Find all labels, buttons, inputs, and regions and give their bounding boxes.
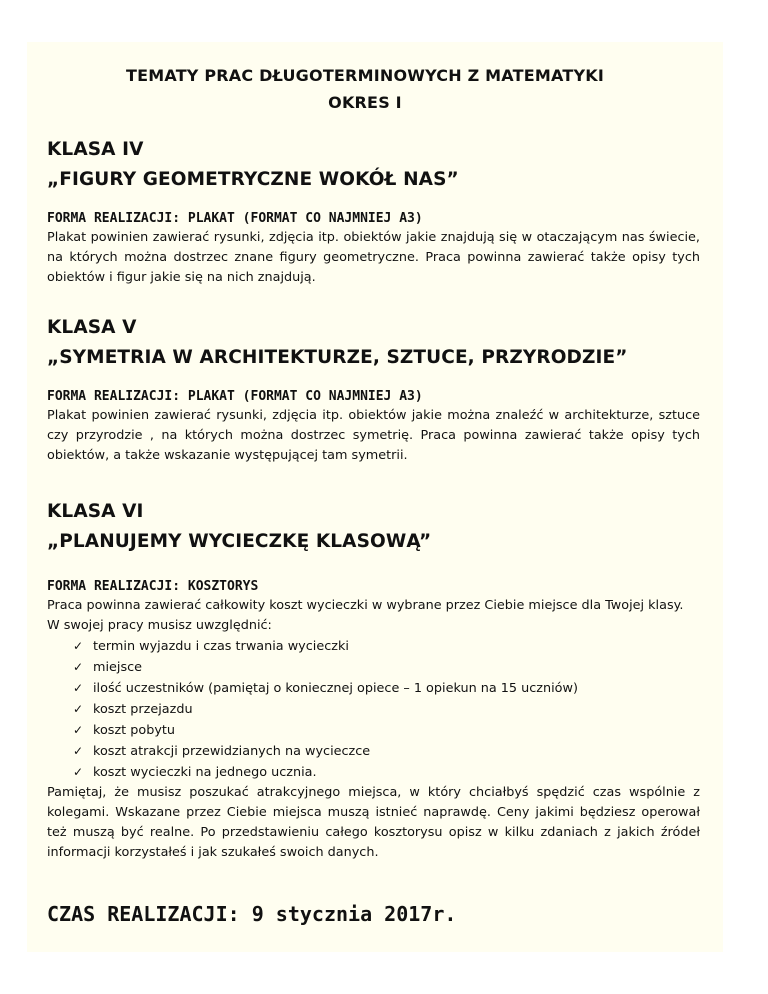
document-content <box>47 62 727 929</box>
section-description: Praca powinna zawierać całkowity koszt wycieczki w wybrane przez Ciebie miejsce dla Twojej klasy. W swojej pracy musisz uwzględnić: <box>47 598 684 633</box>
list-item <box>73 720 700 741</box>
check-icon: ✓ <box>73 765 84 779</box>
section-klasa-vi <box>47 497 700 863</box>
list-item <box>73 741 700 762</box>
list-item <box>73 699 700 720</box>
list-item-text: miejsce <box>93 660 143 675</box>
document-header <box>35 62 695 116</box>
list-item <box>73 636 700 657</box>
class-label: KLASA VI <box>47 501 144 522</box>
requirements-checklist <box>47 636 700 783</box>
form-label: FORMA REALIZACJI: PLAKAT (FORMAT CO NAJMNIEJ A3) <box>47 211 423 226</box>
section-description: Plakat powinien zawierać rysunki, zdjęcia itp. obiektów jakie można znaleźć w architekturze, sztuce czy przyrodzie , na których można dostrzec symetrię. Praca powinna zawierać także opisy tych obiektów, a także wskazanie występującej tam symetrii. <box>47 408 700 463</box>
check-icon: ✓ <box>73 744 84 758</box>
check-icon: ✓ <box>73 681 84 695</box>
topic-title: „SYMETRIA W ARCHITEKTURZE, SZTUCE, PRZYRODZIE” <box>47 347 628 368</box>
topic-title: „FIGURY GEOMETRYCZNE WOKÓŁ NAS” <box>47 169 459 190</box>
list-item-text: koszt przejazdu <box>93 702 193 717</box>
page-subtitle: OKRES I <box>328 93 402 112</box>
section-klasa-v <box>47 313 700 466</box>
topic-title: „PLANUJEMY WYCIECZKĘ KLASOWĄ” <box>47 531 432 552</box>
page-title: TEMATY PRAC DŁUGOTERMINOWYCH Z MATEMATYKI <box>125 66 605 85</box>
form-label: FORMA REALIZACJI: KOSZTORYS <box>47 579 259 594</box>
check-icon: ✓ <box>73 639 84 653</box>
list-item <box>73 657 700 678</box>
list-item <box>73 678 700 699</box>
list-item-text: koszt wycieczki na jednego ucznia. <box>93 765 317 780</box>
list-item-text: ilość uczestników (pamiętaj o koniecznej opiece – 1 opiekun na 15 uczniów) <box>93 681 578 696</box>
list-item-text: termin wyjazdu i czas trwania wycieczki <box>93 639 349 654</box>
check-icon: ✓ <box>73 723 84 737</box>
check-icon: ✓ <box>73 702 84 716</box>
class-label: KLASA IV <box>47 139 144 160</box>
closing-paragraph: Pamiętaj, że musisz poszukać atrakcyjnego miejsca, w który chciałbyś spędzić czas wspólnie z kolegami. Wskazane przez Ciebie miejsca muszą istnieć naprawdę. Ceny jakimi będziesz operował też muszą być realne. Po przedstawieniu całego kosztorysu opisz w kilku zdaniach z jakich źródeł informacji korzystałeś i jak szukałeś swoich danych. <box>47 785 700 860</box>
deadline-text: CZAS REALIZACJI: 9 stycznia 2017r. <box>47 902 457 926</box>
list-item-text: koszt pobytu <box>93 723 176 738</box>
section-klasa-iv <box>47 135 700 288</box>
list-item-text: koszt atrakcji przewidzianych na wycieczce <box>93 744 371 759</box>
class-label: KLASA V <box>47 317 137 338</box>
form-label: FORMA REALIZACJI: PLAKAT (FORMAT CO NAJMNIEJ A3) <box>47 389 423 404</box>
check-icon: ✓ <box>73 660 84 674</box>
list-item <box>73 762 700 783</box>
section-description: Plakat powinien zawierać rysunki, zdjęcia itp. obiektów jakie znajdują się w otaczającym nas świecie, na których można dostrzec znane figury geometryczne. Praca powinna zawierać także opisy tych obiektów i figur jakie się na nich znajdują. <box>47 230 700 285</box>
